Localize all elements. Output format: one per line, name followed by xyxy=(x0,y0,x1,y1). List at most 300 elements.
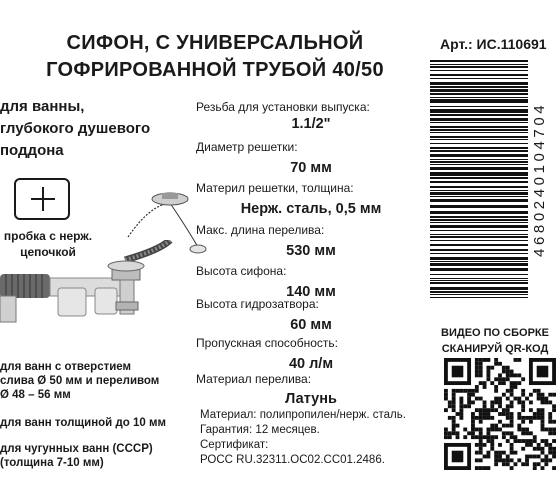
qr-module xyxy=(521,431,525,435)
barcode-bar xyxy=(430,86,528,88)
qr-module xyxy=(490,404,494,408)
spec-water-seal xyxy=(196,297,436,335)
qr-module xyxy=(521,428,525,432)
qr-module xyxy=(510,420,514,424)
qr-module xyxy=(467,397,471,401)
qr-module xyxy=(544,458,548,462)
siphon-illustration xyxy=(0,240,200,330)
qr-module xyxy=(529,400,533,404)
qr-module xyxy=(521,420,525,424)
barcode-bar xyxy=(430,261,528,262)
qr-module xyxy=(475,397,479,401)
qr-module xyxy=(502,451,506,455)
qr-module xyxy=(467,389,471,393)
qr-module xyxy=(452,400,456,404)
qr-module xyxy=(459,389,463,393)
qr-module xyxy=(541,447,545,451)
qr-module xyxy=(498,458,502,462)
qr-module xyxy=(479,416,483,420)
qr-module xyxy=(521,404,525,408)
barcode-bar xyxy=(430,89,528,92)
qr-module xyxy=(459,408,463,412)
qr-module xyxy=(483,400,487,404)
barcode-bar xyxy=(430,287,528,290)
qr-module xyxy=(552,431,556,435)
qr-module xyxy=(510,404,514,408)
qr-module xyxy=(541,400,545,404)
qr-module xyxy=(537,397,541,401)
qr-module xyxy=(475,435,479,439)
plug-note-line-2: цепочкой xyxy=(20,245,76,259)
spec-grid-material xyxy=(196,181,436,219)
barcode-bar xyxy=(430,280,528,281)
qr-module xyxy=(486,366,490,370)
qr-module xyxy=(533,447,537,451)
barcode-bar xyxy=(430,234,528,235)
barcode-bar xyxy=(430,64,528,65)
qr-module xyxy=(498,373,502,377)
qr-module xyxy=(517,439,521,443)
qr-module xyxy=(533,416,537,420)
qr-module xyxy=(475,366,479,370)
qr-module xyxy=(544,455,548,459)
qr-module xyxy=(506,373,510,377)
qr-module xyxy=(498,362,502,366)
qr-module xyxy=(479,373,483,377)
qr-module xyxy=(498,397,502,401)
barcode-bar xyxy=(430,268,528,271)
qr-module xyxy=(494,462,498,466)
qr-module xyxy=(494,358,498,362)
barcode-bar xyxy=(430,159,528,160)
qr-module xyxy=(510,443,514,447)
barcode-bar xyxy=(430,177,528,179)
qr-module xyxy=(529,420,533,424)
qr-code[interactable] xyxy=(444,358,556,470)
qr-module xyxy=(483,358,487,362)
barcode-bar xyxy=(430,211,528,214)
qr-module xyxy=(510,447,514,451)
spec-grid-diameter xyxy=(196,140,436,178)
qr-module xyxy=(502,393,506,397)
qr-module xyxy=(452,416,456,420)
qr-module xyxy=(483,404,487,408)
qr-module xyxy=(517,381,521,385)
qr-module xyxy=(494,377,498,381)
qr-module xyxy=(444,435,448,439)
qr-module xyxy=(502,458,506,462)
qr-module xyxy=(483,435,487,439)
qr-module xyxy=(548,428,552,432)
product-title xyxy=(30,30,400,84)
barcode-bar xyxy=(430,167,528,170)
title-line-1: СИФОН, С УНИВЕРСАЛЬНОЙ xyxy=(66,32,364,54)
barcode-bar xyxy=(430,114,528,116)
qr-module xyxy=(506,377,510,381)
qr-module xyxy=(525,462,529,466)
qr-module xyxy=(552,428,556,432)
barcode-bar xyxy=(430,172,528,176)
qr-module xyxy=(479,443,483,447)
qr-module xyxy=(502,412,506,416)
qr-module xyxy=(514,435,518,439)
barcode-bar xyxy=(430,297,528,298)
qr-module xyxy=(506,412,510,416)
barcode-bar xyxy=(430,181,528,183)
qr-module xyxy=(479,366,483,370)
barcode-bar xyxy=(430,122,528,123)
qr-module xyxy=(502,377,506,381)
spec-label: Материл решетки, толщина: xyxy=(196,181,354,195)
qr-module xyxy=(498,428,502,432)
qr-module xyxy=(548,400,552,404)
qr-module xyxy=(521,400,525,404)
qr-module xyxy=(544,462,548,466)
spec-thread xyxy=(196,100,436,134)
qr-module xyxy=(544,439,548,443)
qr-module xyxy=(510,370,514,374)
barcode-bar xyxy=(430,257,528,260)
barcode-bar xyxy=(430,249,528,251)
qr-module xyxy=(502,435,506,439)
qr-module xyxy=(517,412,521,416)
spec-overflow-material xyxy=(196,372,436,409)
qr-module xyxy=(548,447,552,451)
qr-module xyxy=(537,408,541,412)
qr-module xyxy=(483,443,487,447)
qr-module xyxy=(456,435,460,439)
qr-module xyxy=(490,424,494,428)
qr-module xyxy=(467,393,471,397)
spec-value: 60 мм xyxy=(290,317,332,333)
qr-module xyxy=(525,431,529,435)
barcode-bar xyxy=(430,143,528,144)
plug-note-line-1: пробка с нерж. xyxy=(3,229,93,243)
barcode-digits: 4680240104704 xyxy=(531,101,548,257)
qr-module xyxy=(444,408,448,412)
qr-module xyxy=(467,431,471,435)
barcode-bar xyxy=(430,106,528,107)
spec-label: Пропускная способность: xyxy=(196,336,338,350)
qr-module xyxy=(506,408,510,412)
qr-module xyxy=(471,393,475,397)
barcode-bar xyxy=(430,253,528,254)
barcode-bar xyxy=(430,60,528,62)
qr-module xyxy=(475,408,479,412)
plus-icon xyxy=(14,178,70,220)
qr-module xyxy=(502,366,506,370)
qr-module xyxy=(467,404,471,408)
qr-module xyxy=(510,373,514,377)
qr-module xyxy=(486,377,490,381)
qr-module xyxy=(552,420,556,424)
qr-module xyxy=(525,455,529,459)
qr-module xyxy=(479,435,483,439)
qr-module xyxy=(521,439,525,443)
qr-module xyxy=(475,466,479,470)
qr-module xyxy=(525,439,529,443)
qr-module xyxy=(452,404,456,408)
qr-module xyxy=(510,416,514,420)
barcode-bar xyxy=(430,70,528,71)
qr-module xyxy=(490,416,494,420)
qr-module xyxy=(490,435,494,439)
qr-module xyxy=(490,381,494,385)
qr-module xyxy=(502,408,506,412)
qr-module xyxy=(483,385,487,389)
qr-module xyxy=(452,451,464,463)
spec-value: 70 мм xyxy=(290,160,332,176)
qr-module xyxy=(525,397,529,401)
barcode-bar xyxy=(430,196,528,197)
qr-module xyxy=(479,428,483,432)
subtitle-line-1: для ванны, xyxy=(0,98,85,115)
qr-module xyxy=(529,455,533,459)
qr-module xyxy=(533,466,537,470)
barcode-bar xyxy=(430,225,528,228)
qr-module xyxy=(541,466,545,470)
qr-module xyxy=(548,451,552,455)
qr-module xyxy=(541,458,545,462)
qr-module xyxy=(494,424,498,428)
qr-module xyxy=(444,397,448,401)
qr-module xyxy=(494,435,498,439)
qr-module xyxy=(456,424,460,428)
qr-module xyxy=(541,412,545,416)
barcode-bar xyxy=(430,236,528,238)
qr-module xyxy=(514,439,518,443)
barcode-bar xyxy=(430,147,528,149)
title-line-2: ГОФРИРОВАННОЙ ТРУБОЙ 40/50 xyxy=(46,59,384,81)
qr-module xyxy=(448,404,452,408)
qr-module xyxy=(479,397,483,401)
qr-module xyxy=(541,439,545,443)
qr-module xyxy=(510,431,514,435)
qr-module xyxy=(475,416,479,420)
qr-module xyxy=(517,416,521,420)
note-drain-hole: для ванн с отверстием слива Ø 50 мм и переливом Ø 48 – 56 мм xyxy=(0,361,160,401)
spec-throughput xyxy=(196,336,436,374)
qr-module xyxy=(514,358,518,362)
qr-module xyxy=(471,412,475,416)
qr-module xyxy=(514,462,518,466)
qr-module xyxy=(459,397,463,401)
qr-module xyxy=(506,431,510,435)
qr-module xyxy=(444,389,448,393)
barcode-bar xyxy=(430,132,528,133)
qr-module xyxy=(452,408,456,412)
qr-module xyxy=(552,447,556,451)
qr-module xyxy=(502,431,506,435)
qr-module xyxy=(552,408,556,412)
qr-module xyxy=(506,439,510,443)
usage-subtitle xyxy=(0,96,200,162)
qr-module xyxy=(510,385,514,389)
note-cast-iron: для чугунных ванн (СССР) (толщина 7-10 мм) xyxy=(0,443,153,469)
barcode-bar xyxy=(430,263,528,266)
barcode-bar xyxy=(430,294,528,295)
spec-value: 140 мм xyxy=(286,284,336,300)
qr-module xyxy=(486,431,490,435)
qr-module xyxy=(475,362,479,366)
qr-module xyxy=(494,400,498,404)
qr-module xyxy=(475,443,479,447)
qr-module xyxy=(510,412,514,416)
qr-module xyxy=(483,412,487,416)
certificate-label: Сертификат: xyxy=(200,439,269,451)
qr-module xyxy=(471,435,475,439)
qr-module xyxy=(456,431,460,435)
barcode-bar xyxy=(430,190,528,191)
spec-value: Нерж. сталь, 0,5 мм xyxy=(240,201,382,217)
qr-module xyxy=(498,455,502,459)
qr-module xyxy=(521,416,525,420)
qr-module xyxy=(448,400,452,404)
barcode-bar xyxy=(430,74,528,76)
qr-module xyxy=(510,451,514,455)
qr-module xyxy=(533,462,537,466)
qr-module xyxy=(490,447,494,451)
qr-module xyxy=(498,443,502,447)
barcode-bar xyxy=(430,216,528,218)
qr-module xyxy=(479,370,483,374)
qr-module xyxy=(548,458,552,462)
qr-module xyxy=(552,455,556,459)
qr-module xyxy=(452,420,456,424)
qr-module xyxy=(521,447,525,451)
qr-module xyxy=(463,404,467,408)
qr-module xyxy=(452,366,464,378)
qr-module xyxy=(490,428,494,432)
qr-module xyxy=(510,458,514,462)
barcode-bar xyxy=(430,219,528,221)
qr-module xyxy=(537,366,549,378)
qr-module xyxy=(494,428,498,432)
qr-module xyxy=(521,377,525,381)
qr-module xyxy=(483,455,487,459)
qr-module xyxy=(510,400,514,404)
qr-module xyxy=(452,393,456,397)
qr-module xyxy=(498,412,502,416)
barcode-bar xyxy=(430,278,528,279)
qr-module xyxy=(506,458,510,462)
qr-module xyxy=(506,455,510,459)
material-line: Материал: полипропилен/нерж. сталь. xyxy=(200,409,406,421)
qr-module xyxy=(537,412,541,416)
qr-module xyxy=(506,416,510,420)
qr-module xyxy=(510,389,514,393)
qr-module xyxy=(471,420,475,424)
qr-module xyxy=(498,451,502,455)
qr-module xyxy=(525,416,529,420)
qr-module xyxy=(529,416,533,420)
qr-module xyxy=(514,373,518,377)
subtitle-line-3: поддона xyxy=(0,142,64,159)
qr-module xyxy=(552,466,556,470)
qr-module xyxy=(521,462,525,466)
qr-module xyxy=(475,385,479,389)
qr-module xyxy=(498,381,502,385)
qr-module xyxy=(475,389,479,393)
qr-module xyxy=(506,424,510,428)
qr-module xyxy=(552,393,556,397)
qr-module xyxy=(521,393,525,397)
qr-module xyxy=(510,381,514,385)
qr-module xyxy=(463,435,467,439)
spec-value: 40 л/м xyxy=(288,356,334,372)
qr-module xyxy=(541,424,545,428)
qr-module xyxy=(548,420,552,424)
qr-module xyxy=(537,393,541,397)
spec-label: Высота сифона: xyxy=(196,264,287,278)
qr-module xyxy=(486,428,490,432)
barcode-bar xyxy=(430,82,528,85)
qr-module xyxy=(548,412,552,416)
note-thickness: для ванн толщиной до 10 мм xyxy=(0,417,166,429)
qr-module xyxy=(498,400,502,404)
qr-module xyxy=(471,424,475,428)
qr-module xyxy=(444,393,448,397)
qr-module xyxy=(502,381,506,385)
qr-module xyxy=(525,428,529,432)
qr-module xyxy=(486,370,490,374)
qr-module xyxy=(486,435,490,439)
qr-module xyxy=(479,362,483,366)
qr-module xyxy=(448,431,452,435)
qr-module xyxy=(483,466,487,470)
qr-module xyxy=(510,466,514,470)
certificate-number: РОСС RU.32311.ОС02.СС01.2486. xyxy=(200,454,385,466)
barcode-bar xyxy=(430,66,528,68)
qr-module xyxy=(486,451,490,455)
qr-module xyxy=(537,447,541,451)
spec-label: Материал перелива: xyxy=(196,372,312,386)
qr-module xyxy=(514,381,518,385)
qr-module xyxy=(494,385,498,389)
barcode-bar xyxy=(430,222,528,223)
barcode-bar xyxy=(430,150,528,152)
qr-module xyxy=(494,389,498,393)
qr-module xyxy=(479,458,483,462)
qr-module xyxy=(459,412,463,416)
qr-module xyxy=(479,447,483,451)
qr-module xyxy=(517,358,521,362)
qr-module xyxy=(517,458,521,462)
qr-module xyxy=(552,404,556,408)
spec-value: 1.1/2" xyxy=(291,116,331,132)
barcode-bar xyxy=(430,154,528,157)
qr-module xyxy=(502,424,506,428)
qr-module xyxy=(486,408,490,412)
qr-module xyxy=(463,428,467,432)
qr-module xyxy=(506,462,510,466)
subtitle-line-2: глубокого душевого xyxy=(0,120,151,137)
qr-module xyxy=(529,408,533,412)
qr-module xyxy=(537,455,541,459)
qr-module xyxy=(533,455,537,459)
warranty-line: Гарантия: 12 месяцев. xyxy=(200,424,320,436)
qr-module xyxy=(486,455,490,459)
qr-module xyxy=(533,412,537,416)
qr-module xyxy=(459,400,463,404)
qr-module xyxy=(544,428,548,432)
qr-module xyxy=(452,389,456,393)
qr-module xyxy=(486,373,490,377)
qr-module xyxy=(459,404,463,408)
qr-module xyxy=(479,439,483,443)
qr-module xyxy=(506,404,510,408)
qr-module xyxy=(471,389,475,393)
